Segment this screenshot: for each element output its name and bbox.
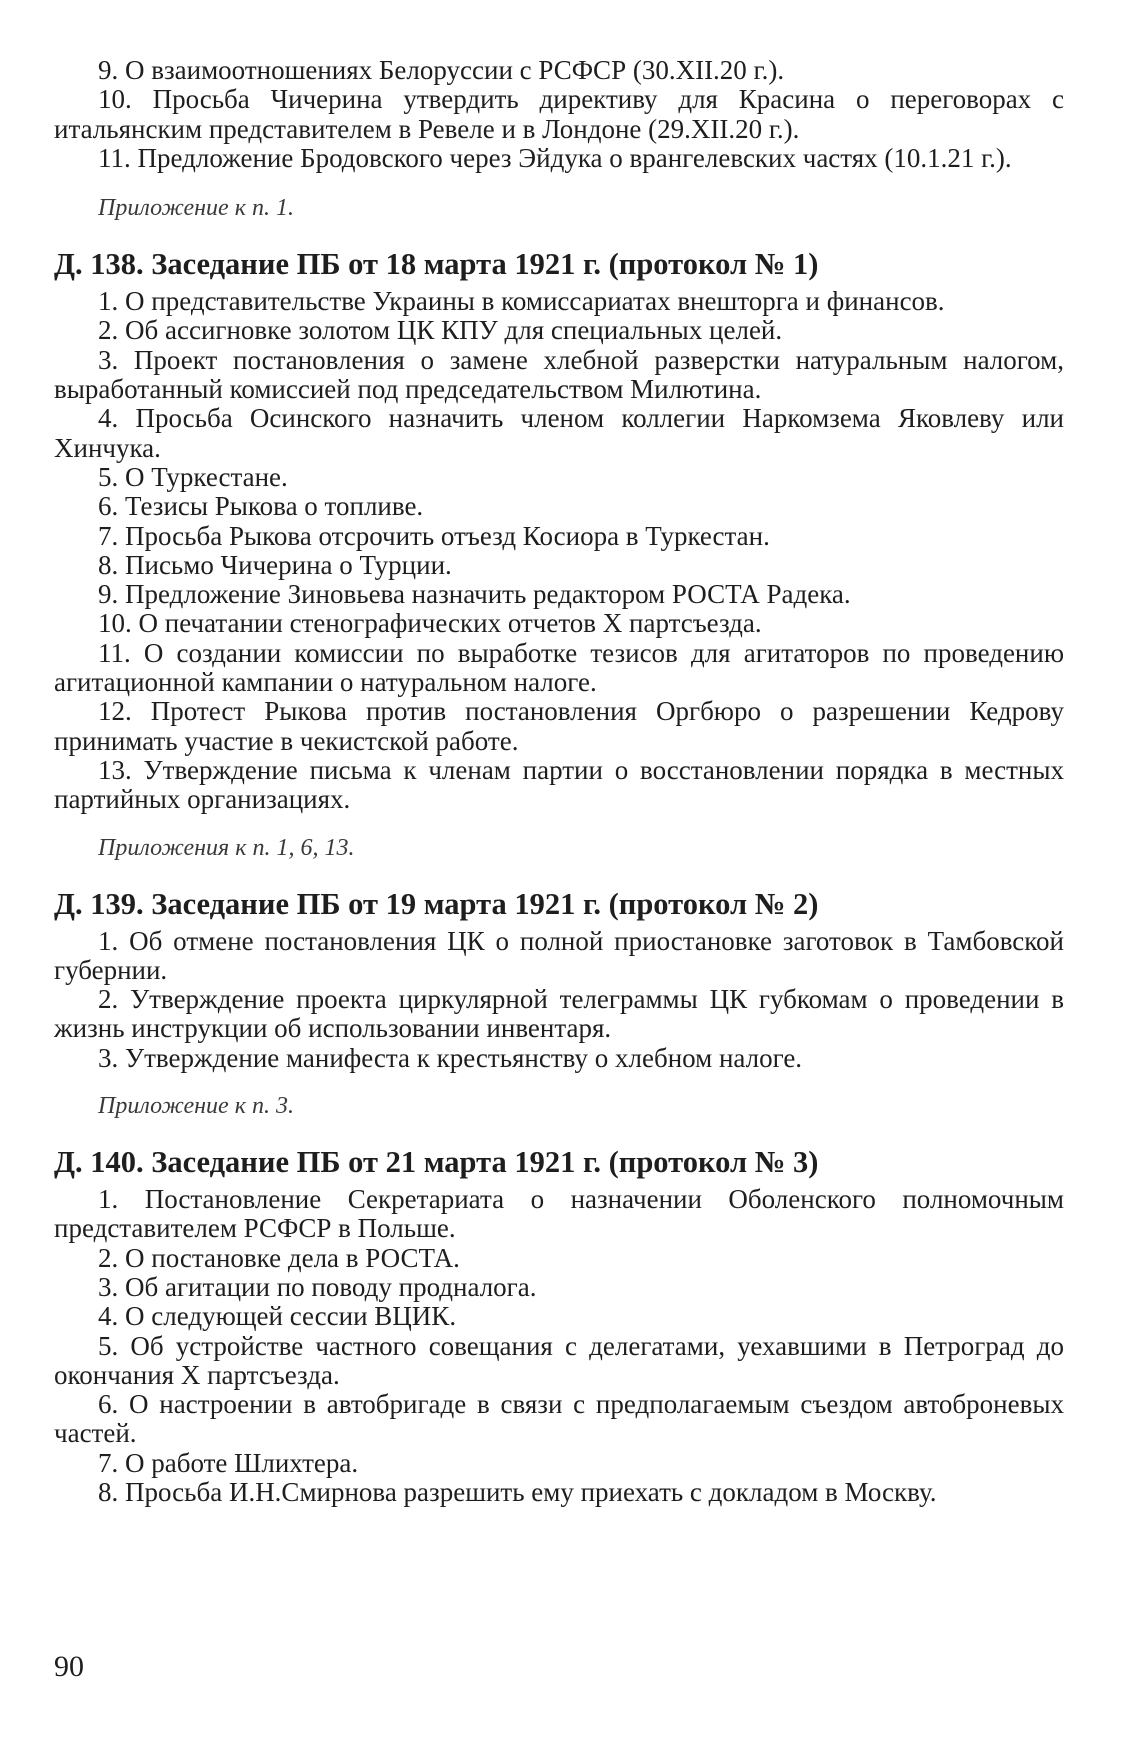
section-heading: Д. 140. Заседание ПБ от 21 марта 1921 г. (протокол № 3) bbox=[54, 1145, 819, 1180]
list-item: 9. Предложение Зиновьева назначить редактором РОСТА Радека. bbox=[98, 579, 851, 610]
list-item: 12. Протест Рыкова против постановления Оргбюро о разрешении Кедрову принимать участие в чекистской работе. bbox=[54, 696, 1064, 756]
intro-block bbox=[54, 56, 1064, 223]
list-item: 4. Просьба Осинского назначить членом коллегии Наркомзема Яковлеву или Хинчука. bbox=[54, 403, 1064, 463]
section-139 bbox=[54, 887, 1064, 1121]
section-138 bbox=[54, 247, 1064, 862]
list-item: 7. Просьба Рыкова отсрочить отъезд Косиора в Туркестан. bbox=[98, 520, 770, 551]
list-item: 2. Об ассигновке золотом ЦК КПУ для специальных целей. bbox=[98, 315, 783, 346]
list-item: 13. Утверждение письма к членам партии о восстановлении порядка в местных партийных организациях. bbox=[54, 754, 1064, 815]
list-item: 11. О создании комиссии по выработке тезисов для агитаторов по проведению агитационной кампании о натуральном налоге. bbox=[54, 637, 1064, 698]
appendix-note: Приложение к п. 3. bbox=[98, 1093, 294, 1120]
list-item: 5. Об устройстве частного совещания с делегатами, уехавшими в Петроград до окончания X партсъезда. bbox=[54, 1330, 1064, 1390]
section-heading: Д. 138. Заседание ПБ от 18 марта 1921 г. (протокол № 1) bbox=[54, 247, 819, 282]
list-item: 2. О постановке дела в РОСТА. bbox=[98, 1242, 460, 1273]
section-140 bbox=[54, 1145, 1064, 1507]
appendix-note: Приложение к п. 1. bbox=[98, 195, 294, 222]
list-item: 1. Об отмене постановления ЦК о полной приостановке заготовок в Тамбовской губернии. bbox=[54, 925, 1064, 985]
list-item: 8. Письмо Чичерина о Турции. bbox=[98, 549, 452, 580]
document-page bbox=[54, 56, 1064, 1507]
list-item: 7. О работе Шлихтера. bbox=[98, 1447, 359, 1478]
list-item: 2. Утверждение проекта циркулярной телеграммы ЦК губкомам о проведении в жизнь инструкции об использовании инвентаря. bbox=[54, 984, 1064, 1044]
list-item: 1. О представительстве Украины в комиссариатах внешторга и финансов. bbox=[98, 286, 945, 317]
appendix-note: Приложения к п. 1, 6, 13. bbox=[98, 834, 355, 861]
list-item: 4. О следующей сессии ВЦИК. bbox=[98, 1301, 457, 1332]
page-number: 90 bbox=[54, 1650, 84, 1683]
list-item: 3. Об агитации по поводу продналога. bbox=[98, 1271, 537, 1302]
list-item: 6. О настроении в автобригаде в связи с предполагаемым съездом автоброневых частей. bbox=[54, 1389, 1064, 1449]
list-item: 10. Просьба Чичерина утвердить директиву для Красина о переговорах с итальянским представителем в Ревеле и в Лондоне (29.XII.20 г.). bbox=[54, 84, 1064, 144]
list-item: 10. О печатании стенографических отчетов X партсъезда. bbox=[98, 608, 762, 639]
list-item: 11. Предложение Бродовского через Эйдука о врангелевских частях (10.1.21 г.). bbox=[98, 142, 1012, 173]
list-item: 8. Просьба И.Н.Смирнова разрешить ему приехать с докладом в Москву. bbox=[98, 1476, 937, 1507]
list-item: 3. Утверждение манифеста к крестьянству о хлебном налоге. bbox=[98, 1042, 803, 1073]
list-item: 9. О взаимоотношениях Белоруссии с РСФСР (30.XII.20 г.). bbox=[98, 55, 785, 85]
list-item: 6. Тезисы Рыкова о топливе. bbox=[98, 491, 424, 522]
list-item: 5. О Туркестане. bbox=[98, 461, 288, 492]
list-item: 3. Проект постановления о замене хлебной разверстки натуральным налогом, выработанный комиссией под председательством Милютина. bbox=[54, 344, 1064, 405]
list-item: 1. Постановление Секретариата о назначении Оболенского полномочным представителем РСФСР в Польше. bbox=[54, 1184, 1064, 1244]
section-heading: Д. 139. Заседание ПБ от 19 марта 1921 г. (протокол № 2) bbox=[54, 886, 819, 921]
